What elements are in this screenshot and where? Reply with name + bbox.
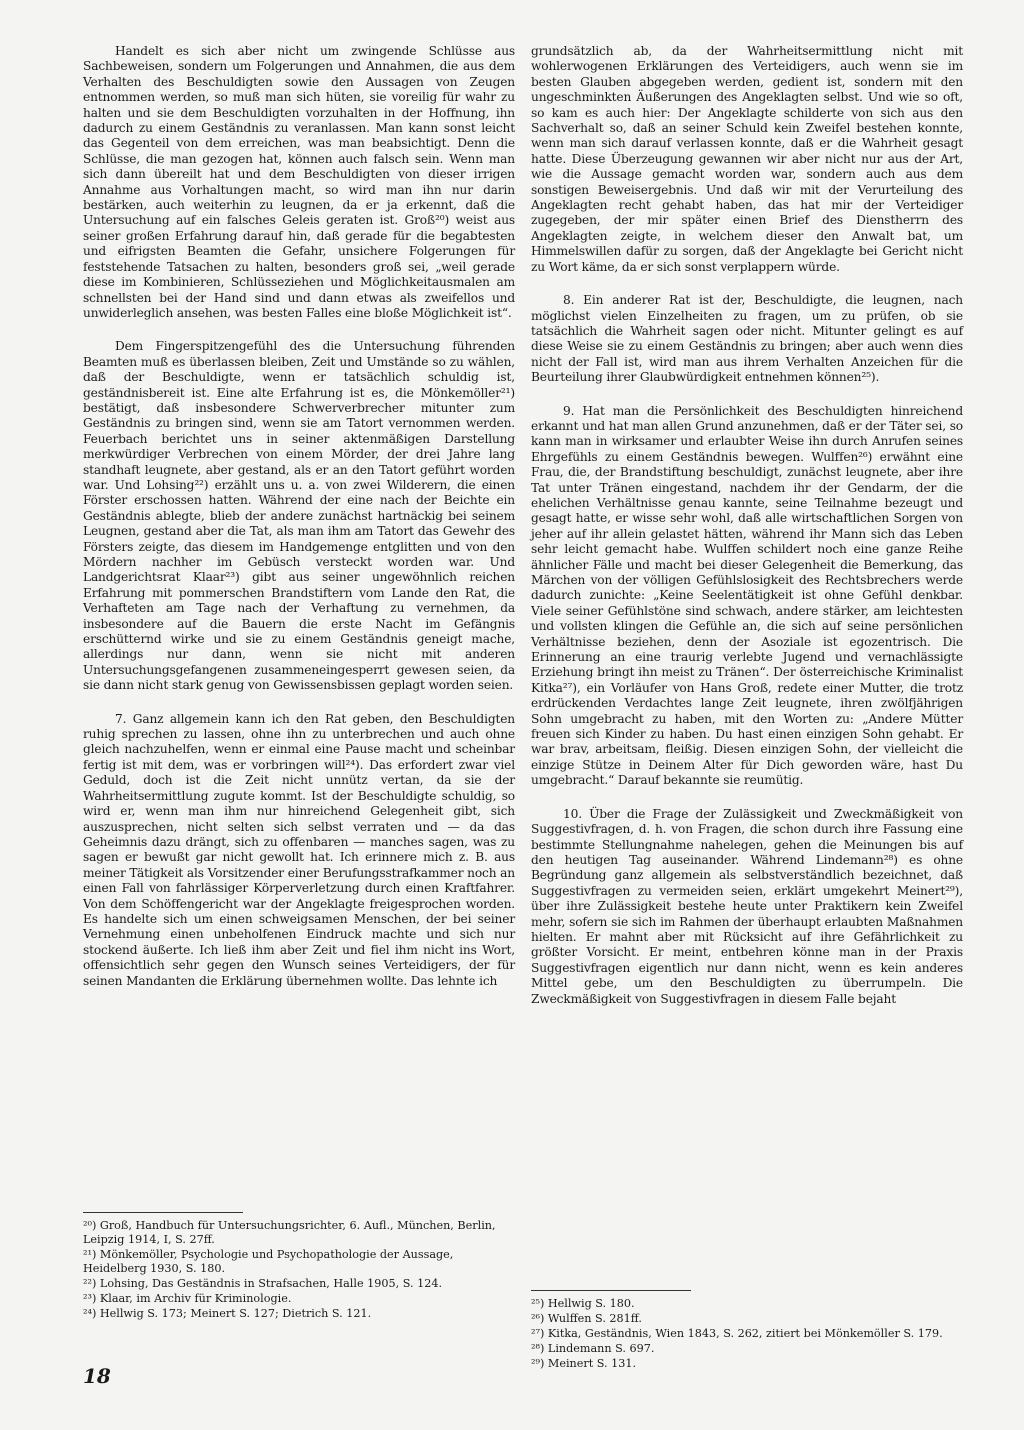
- paragraph: grundsätzlich ab, da der Wahrheitsermittlung nicht mit wohlerwogenen Erklärungen des Verteidigers, auch wenn sie im besten Glauben abgegeben werden, gedient ist, sondern mit den ungeschminkten Äußerungen des Angeklagten selbst. Und wie so oft, so kam es auch hier: Der Angeklagte schilderte von sich aus den Sachverhalt so, daß an seiner Schuld kein Zweifel bestehen konnte, wenn man sich darauf verlassen konnte, daß er die Wahrheit gesagt hatte. Diese Überzeugung gewannen wir aber nicht nur aus der Art, wie die Aussage gemacht worden war, sondern auch aus dem sonstigen Beweisergebnis. Und daß wir mit der Verurteilung des Angeklagten recht gehabt haben, das hat mir der Verteidiger zugegeben, der mir später einen Brief des Dienstherrn des Angeklagten zeigte, in welchem dieser den Anwalt bat, um Himmelswillen dafür zu sorgen, daß der Angeklagte bei Gericht nicht zu Wort käme, da er sich sonst verplappern würde.: [531, 44, 963, 274]
- paragraph: Handelt es sich aber nicht um zwingende Schlüsse aus Sachbeweisen, sondern um Folgerungen und Annahmen, die aus dem Verhalten des Beschuldigten sowie den Aussagen von Zeugen entnommen werden, so muß man sich hüten, sie voreilig für wahr zu halten und sie dem Beschuldigten vorzuhalten in der Hoffnung, ihn dadurch zu einem Geständnis zu veranlassen. Man kann sonst leicht das Gegenteil von dem erreichen, was man beabsichtigt. Denn die Schlüsse, die man gezogen hat, können auch falsch sein. Wenn man sich dann übereilt hat und dem Beschuldigten von dieser irrigen Annahme aus Vorhaltungen macht, so wird man ihn nur darin bestärken, auch weiterhin zu leugnen, da er ja erkennt, daß die Untersuchung auf ein falsches Geleis geraten ist. Groß²⁰) weist aus seiner großen Erfahrung darauf hin, daß gerade für die begabtesten und eifrigsten Beamten die Gefahr, unsichere Folgerungen für feststehende Tatsachen zu halten, besonders groß sei, „weil gerade diese im Kombinieren, Schlüsseziehen und Möglichkeitausmalen am schnellsten bei der Hand sind und dann etwas als zweifellos und unwiderleglich ansehen, was besten Falles eine bloße Möglichkeit ist“.: [83, 44, 515, 320]
- footnote: ²²) Lohsing, Das Geständnis in Strafsachen, Halle 1905, S. 124.: [83, 1277, 443, 1290]
- footnote: ²³) Klaar, im Archiv für Kriminologie.: [83, 1292, 292, 1305]
- footnote-divider: [531, 1290, 691, 1291]
- footnote: ²¹) Mönkemöller, Psychologie und Psychopathologie der Aussage, Heidelberg 1930, S. 180.: [83, 1248, 454, 1275]
- footnote: ²⁸) Lindemann S. 697.: [531, 1342, 655, 1355]
- footnote: ²⁴) Hellwig S. 173; Meinert S. 127; Dietrich S. 121.: [83, 1307, 372, 1320]
- footnote: ²⁶) Wulffen S. 281ff.: [531, 1312, 642, 1325]
- page-number: 18: [83, 1364, 111, 1388]
- footnote-divider: [83, 1212, 243, 1213]
- footnote: ²⁹) Meinert S. 131.: [531, 1357, 637, 1370]
- paragraph: 10. Über die Frage der Zulässigkeit und Zweckmäßigkeit von Suggestivfragen, d. h. von Fragen, die schon durch ihre Fassung eine bestimmte Stellungnahme nahelegen, gehen die Meinungen bis auf den heutigen Tag auseinander. Während Lindemann²⁸) es ohne Begründung ganz allgemein als selbstverständlich bezeichnet, daß Suggestivfragen zu vermeiden seien, erklärt umgekehrt Meinert²⁹), über ihre Zulässigkeit bestehe heute unter Praktikern kein Zweifel mehr, sofern sie sich im Rahmen der überhaupt erlaubten Maßnahmen hielten. Er mahnt aber mit Rücksicht auf ihre Gefährlichkeit zu größter Vorsicht. Er meint, entbehren könne man in der Praxis Suggestivfragen eigentlich nur dann nicht, wenn es kein anderes Mittel gebe, um den Beschuldigten zu überrumpeln. Die Zweckmäßigkeit von Suggestivfragen in diesem Falle bejaht: [531, 806, 963, 1006]
- right-text-column: [531, 44, 963, 1025]
- right-footnotes: [531, 1290, 963, 1372]
- left-text-column: [83, 44, 515, 1007]
- footnote: ²⁵) Hellwig S. 180.: [531, 1297, 635, 1310]
- footnote: ²⁷) Kitka, Geständnis, Wien 1843, S. 262, zitiert bei Mönkemöller S. 179.: [531, 1327, 943, 1340]
- paragraph: 9. Hat man die Persönlichkeit des Beschuldigten hinreichend erkannt und hat man allen Grund anzunehmen, daß er der Täter sei, so kann man in wirksamer und erlaubter Weise ihn durch Anrufen seines Ehrgefühls zu einem Geständnis bewegen. Wulffen²⁶) erwähnt eine Frau, die, der Brandstiftung beschuldigt, zunächst leugnete, aber ihre Tat unter Tränen eingestand, nachdem ihr der Gendarm, der die ehelichen Verhältnisse genau kannte, seine Teilnahme bezeugt und gesagt hatte, er wisse sehr wohl, daß alle wirtschaftlichen Sorgen von jeher auf ihr allein gelastet hätten, während ihr Mann sich das Leben sehr leicht gemacht habe. Wulffen schildert noch eine ganze Reihe ähnlicher Fälle und macht bei dieser Gelegenheit die Bemerkung, das Märchen von der völligen Gefühlslosigkeit des Rechtsbrechers werde dadurch zunichte: „Keine Seelentätigkeit ist ohne Gefühl denkbar. Viele seiner Gefühlstöne sind schwach, andere stärker, am leichtesten und vollsten klingen die Gefühle an, die sich auf seine persönlichen Verhältnisse beziehen, denn der Asoziale ist egozentrisch. Die Erinnerung an eine traurig verlebte Jugend und vernachlässigte Erziehung bringt ihn meist zu Tränen“. Der österreichische Kriminalist Kitka²⁷), ein Vorläufer von Hans Groß, redete einer Mutter, die trotz erdrückenden Verdachtes lange Zeit leugnete, ihren zwölfjährigen Sohn umgebracht zu haben, mit den Worten zu: „Andere Mütter freuen sich Kinder zu haben. Du hast einen einzigen Sohn gehabt. Er war brav, arbeitsam, fleißig. Diesen einzigen Sohn, der vielleicht die einzige Stütze in Deinem Alter für Dich geworden wäre, hast Du umgebracht.“ Darauf bekannte sie reumütig.: [531, 403, 963, 788]
- footnote: ²⁰) Groß, Handbuch für Untersuchungsrichter, 6. Aufl., München, Berlin, Leipzig 1914, I, S. 27ff.: [83, 1219, 496, 1246]
- left-footnotes: [83, 1212, 515, 1322]
- paragraph: 7. Ganz allgemein kann ich den Rat geben, den Beschuldigten ruhig sprechen zu lassen, ohne ihn zu unterbrechen und auch ohne gleich nachzuhelfen, wenn er einmal eine Pause macht und scheinbar fertig ist mit dem, was er vorbringen will²⁴). Das erfordert zwar viel Geduld, doch ist die Zeit nicht unnütz vertan, da sie der Wahrheitsermittlung zugute kommt. Ist der Beschuldigte schuldig, so wird er, wenn man ihm nur hinreichend Gelegenheit gibt, sich auszusprechen, nicht selten sich selbst verraten und — da das Geheimnis dazu drängt, sich zu offenbaren — manches sagen, was zu sagen er bewußt gar nicht gewollt hat. Ich erinnere mich z. B. aus meiner Tätigkeit als Vorsitzender einer Berufungsstrafkammer noch an einen Fall von fahrlässiger Körperverletzung durch einen Kraftfahrer. Von dem Schöffengericht war der Angeklagte freigesprochen worden. Es handelte sich um einen schweigsamen Menschen, der bei seiner Vernehmung einen unbeholfenen Eindruck machte und sich nur stockend äußerte. Ich ließ ihm aber Zeit und fiel ihm nicht ins Wort, offensichtlich sehr gegen den Wunsch seines Verteidigers, der für seinen Mandanten die Erklärung übernehmen wollte. Das lehnte ich: [83, 711, 515, 988]
- paragraph: Dem Fingerspitzengefühl des die Untersuchung führenden Beamten muß es überlassen bleiben, Zeit und Umstände so zu wählen, daß der Beschuldigte, wenn er tatsächlich schuldig ist, geständnisbereit ist. Eine alte Erfahrung ist es, die Mönkemöller²¹) bestätigt, daß insbesondere Schwerverbrecher mitunter zum Geständnis zu bringen sind, wenn sie am Tatort vernommen werden. Feuerbach berichtet uns in seiner aktenmäßigen Darstellung merkwürdiger Verbrechen von einem Mörder, der drei Jahre lang standhaft leugnete, aber gestand, als er an den Tatort geführt worden war. Und Lohsing²²) erzählt uns u. a. von zwei Wilderern, die einen Förster erschossen hatten. Während der eine nach der Beichte ein Geständnis ablegte, blieb der andere zunächst hartnäckig bei seinem Leugnen, gestand aber die Tat, als man ihm am Tatort das Gewehr des Försters zeigte, das diesem im Handgemenge entglitten und von den Mördern nachher im Gebüsch versteckt worden war. Und Landgerichtsrat Klaar²³) gibt aus seiner ungewöhnlich reichen Erfahrung mit pommerschen Brandstiftern vom Lande den Rat, die Verhafteten am Tage nach der Verhaftung zu vernehmen, da insbesondere auf die Bauern die erste Nacht im Gefängnis erschütternd wirke und sie zu einem Geständnis geneigt mache, allerdings nur dann, wenn sie nicht mit anderen Untersuchungsgefangenen zusammeneingesperrt gewesen seien, da sie dann nicht stark genug von Gewissensbissen geplagt worden seien.: [83, 339, 515, 693]
- paragraph: 8. Ein anderer Rat ist der, Beschuldigte, die leugnen, nach möglichst vielen Einzelheiten zu fragen, um zu prüfen, ob sie tatsächlich die Wahrheit sagen oder nicht. Mitunter gelingt es auf diese Weise sie zu einem Geständnis zu bringen; aber auch wenn dies nicht der Fall ist, wird man aus ihrem Verhalten Anzeichen für die Beurteilung ihrer Glaubwürdigkeit entnehmen können²⁵).: [531, 293, 963, 385]
